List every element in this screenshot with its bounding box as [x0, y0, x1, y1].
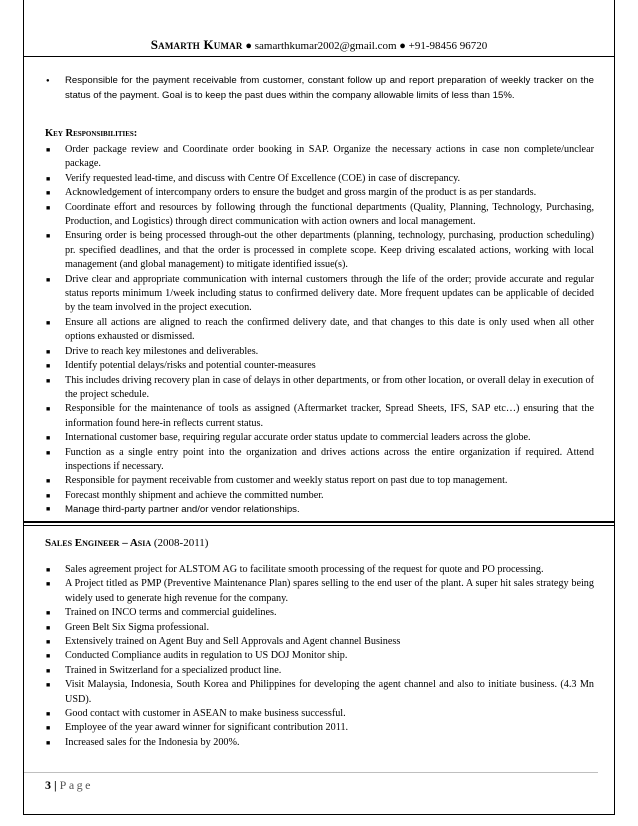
sales-engineer-list [45, 563, 594, 750]
footer-separator: | [54, 778, 57, 792]
list-item-text: Forecast monthly shipment and achieve the committed number. [65, 489, 324, 501]
list-item-text: Acknowledgement of intercompany orders to ensure the budget and gross margin of the product is as per standards. [65, 187, 537, 199]
job-period: (2008-2011) [153, 537, 209, 549]
list-item-text: Extensively trained on Agent Buy and Sell Approvals and Agent channel Business [65, 636, 401, 648]
bullet-icon: ■ [46, 376, 51, 385]
list-item [45, 489, 594, 503]
bullet-icon: ■ [46, 146, 51, 154]
candidate-name: Samarth Kumar [150, 37, 243, 52]
list-item [45, 577, 594, 606]
page-header [24, 38, 614, 53]
key-responsibilities-heading: Key Responsibilities: [45, 128, 138, 139]
list-item [45, 678, 594, 707]
list-item-text: Responsible for the payment receivable from customer, constant follow up and report preparation of weekly tracker on the status of the payment. Goal is to keep the past dues within the company allowable limits of less than 15%. [65, 75, 594, 101]
bullet-icon: ■ [46, 623, 51, 632]
bullet-icon: ■ [46, 477, 51, 486]
bullet-icon: ■ [46, 189, 51, 198]
list-item [45, 316, 594, 345]
list-item [45, 635, 594, 649]
list-item [45, 201, 594, 230]
section-divider [24, 521, 614, 523]
list-item [45, 345, 594, 359]
list-item [45, 503, 594, 517]
list-item [45, 606, 594, 620]
list-item-text: A Project titled as PMP (Preventive Maintenance Plan) spares selling to the end user of the plant. A super hit sales strategy being widely used to generate high revenue for the company. [65, 578, 594, 604]
bullet-icon: ■ [46, 318, 51, 327]
page-footer [45, 778, 93, 793]
list-item-text: This includes driving recovery plan in case of delays in other departments, or from other location, or overall delay in execution of the project schedule. [65, 374, 594, 400]
list-item-text: Identify potential delays/risks and potential counter-measures [65, 360, 316, 372]
list-item-text: Order package review and Coordinate order booking in SAP. Organize the necessary actions in case non complete/unclear package. [65, 144, 594, 170]
list-item-text: Good contact with customer in ASEAN to make business successful. [65, 708, 346, 720]
page-label: Page [59, 778, 93, 792]
list-item-text: Employee of the year award winner for significant contribution 2011. [65, 722, 349, 734]
list-item-text: International customer base, requiring regular accurate order status update to commercial leaders across the globe. [65, 432, 531, 444]
list-item [45, 736, 594, 750]
list-item [45, 721, 594, 735]
carryover-bullet-list [45, 74, 594, 103]
list-item-text: Responsible for the maintenance of tools as assigned (Aftermarket tracker, Spread Sheets, IFS, SAP etc…) ensuring that the information found here-in reflects current status. [65, 403, 594, 429]
header-divider [24, 56, 614, 57]
list-item-text: Manage third-party partner and/or vendor relationships. [65, 504, 300, 516]
list-item-text: Trained on INCO terms and commercial guidelines. [65, 607, 277, 619]
bullet-icon: ■ [46, 609, 51, 618]
page-border-left [23, 0, 24, 815]
key-responsibilities-list [45, 143, 594, 518]
list-item [45, 74, 594, 103]
list-item-text: Sales agreement project for ALSTOM AG to facilitate smooth processing of the request for quote and PO processing. [65, 564, 544, 575]
bullet-icon: ■ [46, 362, 51, 371]
bullet-icon: ■ [46, 681, 51, 690]
list-item [45, 143, 594, 172]
list-item-text: Drive to reach key milestones and deliverables. [65, 345, 259, 357]
bullet-icon: ■ [46, 566, 51, 574]
bullet-icon: ■ [46, 710, 51, 719]
sales-engineer-heading [45, 537, 208, 549]
list-item [45, 229, 594, 272]
list-item-text: Increased sales for the Indonesia by 200%. [65, 736, 240, 748]
list-item [45, 474, 594, 488]
footer-divider [24, 772, 598, 773]
list-item [45, 563, 594, 577]
bullet-icon: ■ [46, 738, 51, 747]
list-item-text: Visit Malaysia, Indonesia, South Korea and Philippines for developing the agent channel and also to initiate business. (4.3 Mn USD). [65, 679, 594, 705]
header-separator: ● [399, 40, 406, 52]
bullet-icon: ■ [46, 347, 51, 356]
list-item-text: Function as a single entry point into the organization and drives actions across the entire organization if required. Attend inspections if necessary. [65, 446, 594, 472]
bullet-icon: ■ [46, 405, 51, 414]
list-item [45, 649, 594, 663]
job-title: Sales Engineer – Asia [45, 537, 152, 549]
list-item [45, 664, 594, 678]
list-item [45, 431, 594, 445]
bullet-icon: ■ [46, 491, 51, 500]
bullet-icon: ■ [46, 506, 51, 514]
bullet-icon: ■ [46, 580, 51, 589]
bullet-icon: ■ [46, 434, 51, 443]
list-item-text: Ensuring order is being processed through-out the other departments (planning, technology, purchasing, production scheduling) pr. specified deadlines, and that the order is processed in complete scope. Keep driving escalated actions, working with local management (and global management) to mitigate identified issue(s). [65, 230, 594, 271]
list-item [45, 273, 594, 316]
candidate-email: samarthkumar2002@gmail.com [254, 40, 397, 52]
bullet-icon: ■ [46, 448, 51, 457]
bullet-icon: ■ [46, 232, 51, 241]
bullet-icon: ■ [46, 275, 51, 284]
list-item [45, 621, 594, 635]
list-item [45, 186, 594, 200]
header-separator: ● [245, 40, 252, 52]
bullet-icon: ■ [46, 724, 51, 733]
page-border-right [614, 0, 615, 815]
list-item-text: Responsible for payment receivable from customer and weekly status report on past due to top management. [65, 475, 508, 487]
bullet-icon: ■ [46, 638, 51, 647]
section-divider-thin [24, 525, 614, 526]
page-number: 3 [45, 778, 51, 792]
bullet-icon: ■ [46, 652, 51, 661]
list-item-text: Green Belt Six Sigma professional. [65, 621, 210, 633]
bullet-icon: ■ [46, 666, 51, 675]
list-item-text: Coordinate effort and resources by following through the functional departments (Quality, Planning, Technology, Purchasing, Production, and Logistics) through direct communication with action owners and local management. [65, 201, 594, 228]
list-item-text: Trained in Switzerland for a specialized product line. [65, 664, 282, 676]
list-item-text: Conducted Compliance audits in regulation to US DOJ Monitor ship. [65, 650, 348, 662]
list-item [45, 374, 594, 403]
list-item [45, 359, 594, 373]
list-item-text: Drive clear and appropriate communication with internal customers through the life of the order; provide accurate and regular status reports minimum 1/week including status to confirmed delivery date. More frequent updates can be applicable of decided by the team involved in the project execution. [65, 273, 594, 314]
bullet-icon: ■ [46, 203, 51, 212]
list-item [45, 446, 594, 475]
bullet-icon: ■ [46, 174, 51, 183]
list-item [45, 172, 594, 186]
candidate-phone: +91-98456 96720 [408, 40, 488, 52]
list-item [45, 707, 594, 721]
bullet-icon: ● [46, 78, 50, 84]
list-item [45, 402, 594, 431]
list-item-text: Verify requested lead-time, and discuss with Centre Of Excellence (COE) in case of discrepancy. [65, 172, 461, 184]
list-item-text: Ensure all actions are aligned to reach the confirmed delivery date, and that changes to this date is only used when all other options exhausted or dismissed. [65, 316, 594, 343]
page-border-bottom [23, 814, 615, 815]
